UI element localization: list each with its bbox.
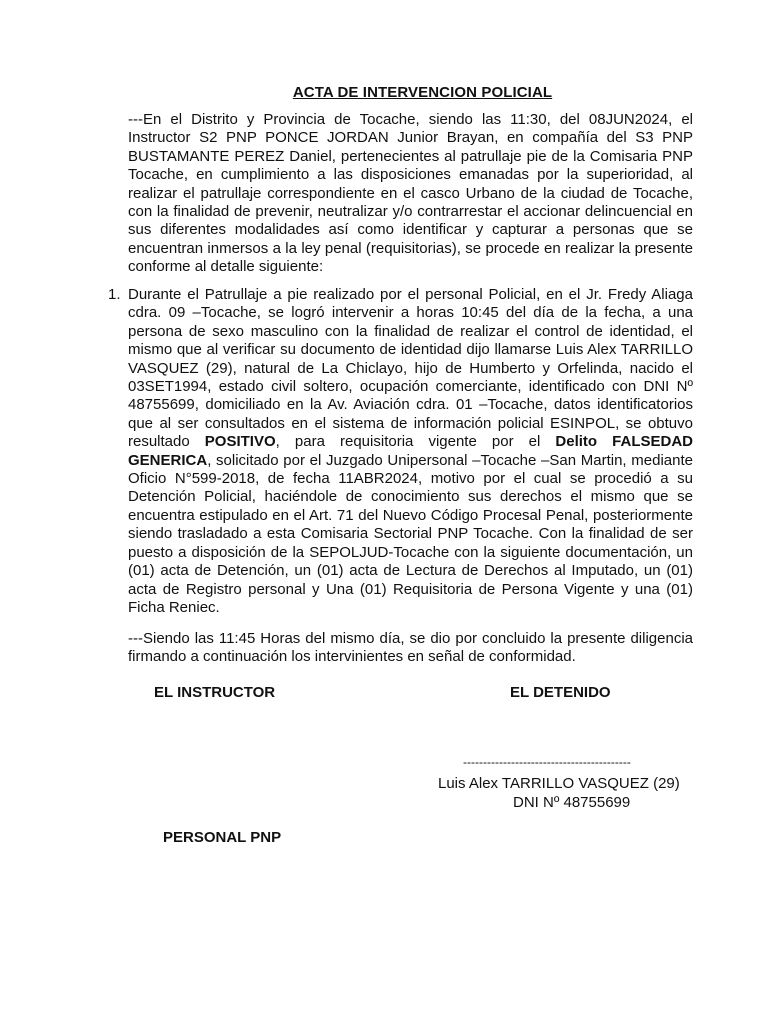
item-bold-delito: Delito FALSEDAD GENERICA bbox=[128, 433, 693, 469]
intro-paragraph: ---En el Distrito y Provincia de Tocache, siendo las 11:30, del 08JUN2024, el Instructor S2 PNP PONCE JORDAN Junior Brayan, en compañía del S3 PNP BUSTAMANTE PEREZ Daniel, pertenecientes al patrullaje pie de la Comisaria PNP Tocache, en cumplimiento a las disposiciones emanadas por la superioridad, al realizar el patrullaje correspondiente en el casco Urbano de la ciudad de Tocache, con la finalidad de prevenir, neutralizar y/o contrarrestar el accionar delincuencial en sus diferentes modalidades así como identificar y capturar a personas que se encuentran inmersos a la ley penal (requisitorias), se procede en realizar la presente conforme al detalle siguiente: bbox=[128, 111, 693, 276]
item-text-part1: Durante el Patrullaje a pie realizado por el personal Policial, en el Jr. Fredy Aliaga cdra. 09 –Tocache, se logró intervenir a horas 10:45 del día de la fecha, a una persona de sexo masculino con la finalidad de realizar el control de identidad, el mismo que al verificar su documento de identidad dijo llamarse Luis Alex TARRILLO VASQUEZ (29), natural de La Chiclayo, hijo de Humberto y Orfelinda, nacido el 03SET1994, estado civil soltero, ocupación comerciante, identificado con DNI Nº 48755699, domiciliado en la Av. Aviación cdra. 01 –Tocache, datos identificatorios que al ser consultados en el sistema de información policial ESINPOL, se obtuvo resultado bbox=[128, 286, 693, 451]
detenido-name: Luis Alex TARRILLO VASQUEZ (29) bbox=[438, 775, 680, 792]
item-text-part2: , para requisitoria vigente por el bbox=[275, 433, 556, 451]
item-bold-positivo: POSITIVO bbox=[204, 433, 276, 451]
signature-line: ------------------------------------------ bbox=[463, 755, 631, 769]
detenido-dni: DNI Nº 48755699 bbox=[513, 794, 631, 811]
list-item-body bbox=[128, 286, 693, 617]
list-item-number: 1. bbox=[108, 286, 121, 303]
detenido-heading: EL DETENIDO bbox=[510, 684, 611, 701]
closing-paragraph: ---Siendo las 11:45 Horas del mismo día, se dio por concluido la presente diligencia firmando a continuación los intervinientes en señal de conformidad. bbox=[128, 630, 693, 666]
item-text-part3: , solicitado por el Juzgado Unipersonal –Tocache –San Martin, mediante Oficio N°599-2018, de fecha 11ABR2024, motivo por el cual se procedió a su Detención Policial, haciéndole de conocimiento sus derechos el mismo que se encuentra estipulado en el Art. 71 del Nuevo Código Procesal Penal, posteriormente siendo trasladado a esta Comisaria Sectorial PNP Tocache. Con la finalidad de ser puesto a disposición de la SEPOLJUD-Tocache con la siguiente documentación, un (01) acta de Detención, un (01) acta de Lectura de Derechos al Imputado, un (01) acta de Registro personal y Una (01) Requisitoria de Persona Vigente y una (01) Ficha Reniec. bbox=[128, 451, 693, 616]
document-title: ACTA DE INTERVENCION POLICIAL bbox=[292, 84, 553, 101]
instructor-heading: EL INSTRUCTOR bbox=[154, 684, 276, 701]
personal-pnp-heading: PERSONAL PNP bbox=[163, 829, 282, 846]
